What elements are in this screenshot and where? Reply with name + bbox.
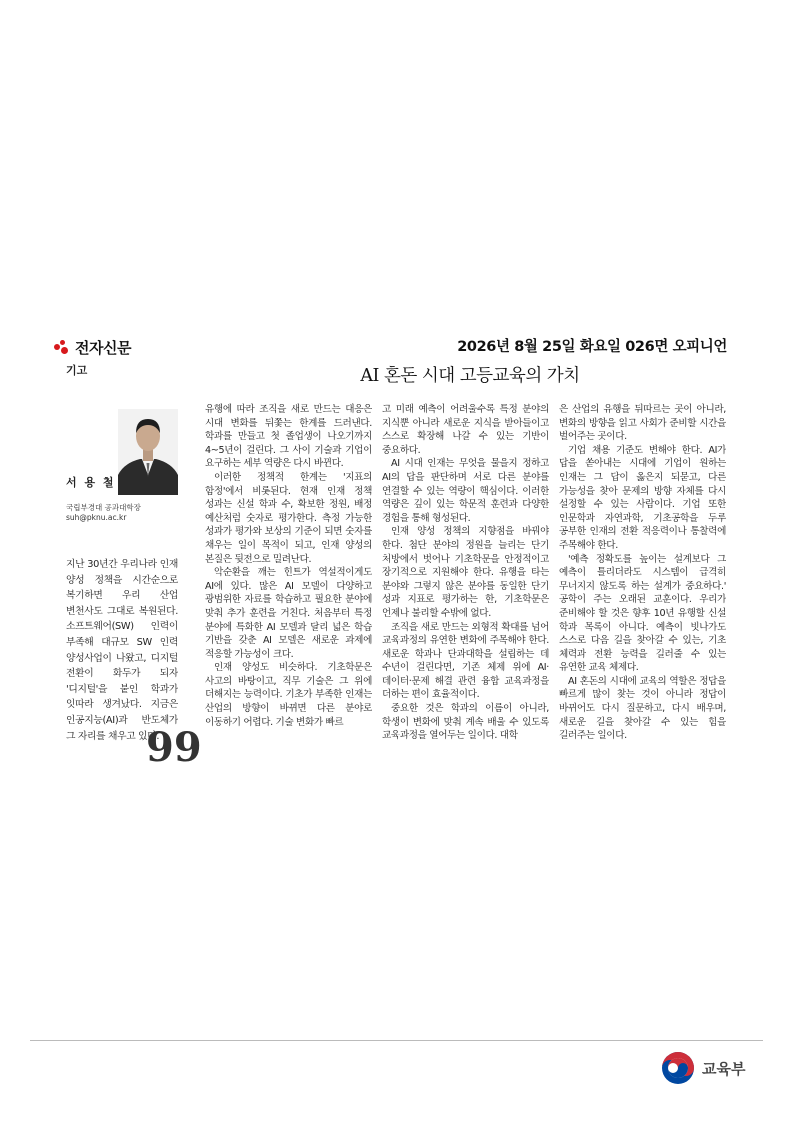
body-paragraph: 중요한 것은 학과의 이름이 아니라, 학생이 변화에 맞춰 계속 배울 수 있도록 교육과정을 열어두는 일이다. 대학 — [382, 703, 549, 742]
body-paragraph: 인재 양성도 비슷하다. 기초학문은 사고의 바탕이고, 직무 기술은 그 위에 더해지는 능력이다. 기초가 부족한 인재는 산업의 방향이 바뀌면 다른 분야로 이동하기 어렵다. 기술 변화가 빠르 — [205, 662, 372, 728]
body-paragraph: '예측 정확도를 높이는 설계보다 그 예측이 틀리더라도 시스템이 급격히 무너지지 않도록 하는 설계가 중요하다.' 공학이 주는 오래된 교훈이다. 우리가 준비해야 할 것은 향후 10년 유행할 신설 학과 목록이 아니다. 예측이 빗나가도 스스로 다음 길을 찾아갈 수 있는, 기초 체력과 전환 능력을 길러줄 수 있는 유연한 교육 체제다. — [559, 553, 726, 674]
article-lead — [66, 557, 178, 744]
body-paragraph: AI 혼돈의 시대에 교육의 역할은 정답을 빠르게 많이 찾는 것이 아니라 정답이 바뀌어도 다시 질문하고, 다시 배우며, 새로운 길을 찾아갈 수 있는 힘을 길러주는 일이다. — [559, 675, 726, 742]
body-paragraph: 유행에 따라 조직을 새로 만드는 대응은 시대 변화를 뒤쫓는 한계를 드러낸다. 학과를 만들고 첫 졸업생이 나오기까지 4~5년이 걸린다. 그 사이 기술과 기업이 요구하는 세부 역량은 다시 바뀐다. — [205, 404, 372, 470]
body-paragraph: 고 미래 예측이 어려울수록 특정 분야의 지식뿐 아니라 새로운 지식을 받아들이고 스스로 확장해 나갈 수 있는 기반이 중요하다. — [382, 404, 549, 456]
body-column-1 — [205, 403, 372, 773]
body-paragraph: AI 시대 인재는 무엇을 물을지 정하고 AI의 답을 판단하며 서로 다른 분야를 연결할 수 있는 역량이 핵심이다. 이러한 역량은 깊이 있는 학문적 훈련과 다양한 경험을 통해 형성된다. — [382, 458, 549, 524]
body-column-2 — [382, 403, 549, 773]
body-paragraph: 인재 양성 정책의 지향점을 바꿔야 한다. 첨단 분야의 정원을 늘리는 단기 처방에서 벗어나 기초학문을 안정적이고 장기적으로 지원해야 한다. 유행을 타는 분야와 그렇지 않은 분야를 동일한 단기 성과 지표로 평가하는 한, 기초학문은 언제나 불리할 수밖에 없다. — [382, 526, 549, 619]
section-label: 기고 — [66, 364, 88, 377]
author-affiliation: 국립부경대 공과대학장 — [66, 503, 141, 512]
author-name: 서 용 철 — [66, 476, 116, 489]
author-photo — [118, 409, 178, 495]
author-email: suh@pknu.ac.kr — [66, 513, 127, 522]
lead-paragraph: 지난 30년간 우리나라 인재 양성 정책을 시간순으로 복기하면 우리 산업 변천사도 그대로 복원된다. 소프트웨어(SW) 인력이 부족해 대규모 SW 인력 양성사업이 나왔고, 디지털 전환이 화두가 되자 '디지털'을 붙인 학과가 잇따라 생겨났다. 지금은 인공지능(AI)과 반도체가 그 자리를 채우고 있다. — [66, 559, 178, 742]
body-paragraph: 악순환을 깨는 힌트가 역설적이게도 AI에 있다. 많은 AI 모델이 다양하고 광범위한 자료를 학습하고 필요한 분야에 맞춰 추가 훈련을 거친다. 처음부터 특정 분야에 특화한 AI 모델과 달리 넓은 학습 기반을 갖춘 AI 모델은 새로운 과제에 적응할 가능성이 크다. — [205, 567, 372, 660]
article-headline: AI 혼돈 시대 고등교육의 가치 — [360, 366, 580, 386]
body-paragraph: 이러한 정책적 한계는 '지표의 함정'에서 비롯된다. 현재 인재 정책 성과는 신설 학과 수, 확보한 정원, 배정 예산처럼 숫자로 평가한다. 측정 가능한 성과가 평가와 보상의 기준이 되면 숫자를 채우는 일이 목적이 되고, 인재 양성의 본질은 뒷전으로 밀려난다. — [205, 471, 372, 565]
body-column-3 — [559, 403, 726, 773]
footer-divider — [30, 1040, 763, 1041]
body-paragraph: 은 산업의 유행을 뒤따르는 곳이 아니라, 변화의 방향을 읽고 사회가 준비할 시간을 벌어주는 곳이다. — [559, 404, 726, 443]
newspaper-logo — [54, 336, 131, 358]
dateline: 2026년 8월 25일 화요일 026면 오피니언 — [457, 339, 727, 355]
body-paragraph: 조직을 새로 만드는 외형적 확대를 넘어 교육과정의 유연한 변화에 주목해야 한다. 새로운 학과나 단과대학을 설립하는 데 수년이 걸린다면, 기존 체제 위에 AI·데이터·문제 해결 관련 융합 교육과정을 더하는 편이 효율적이다. — [382, 621, 549, 701]
ministry-name: 교육부 — [702, 1059, 746, 1078]
body-paragraph: 기업 채용 기준도 변해야 한다. AI가 답을 쏟아내는 시대에 기업이 원하는 인재는 그 답이 옳은지 되묻고, 다른 가능성을 찾아 문제의 방향 자체를 다시 설정할 수 있는 사람이다. 기업 또한 인문학과 자연과학, 기초공학을 두루 공부한 인재의 전환 적응력이나 통찰력에 주목해야 한다. — [559, 444, 726, 551]
quote-icon: 99 — [146, 724, 202, 771]
newspaper-name: 전자신문 — [75, 338, 131, 357]
newspaper-logo-icon — [54, 340, 70, 354]
taegeuk-icon — [660, 1050, 696, 1086]
ministry-logo — [660, 1050, 745, 1086]
